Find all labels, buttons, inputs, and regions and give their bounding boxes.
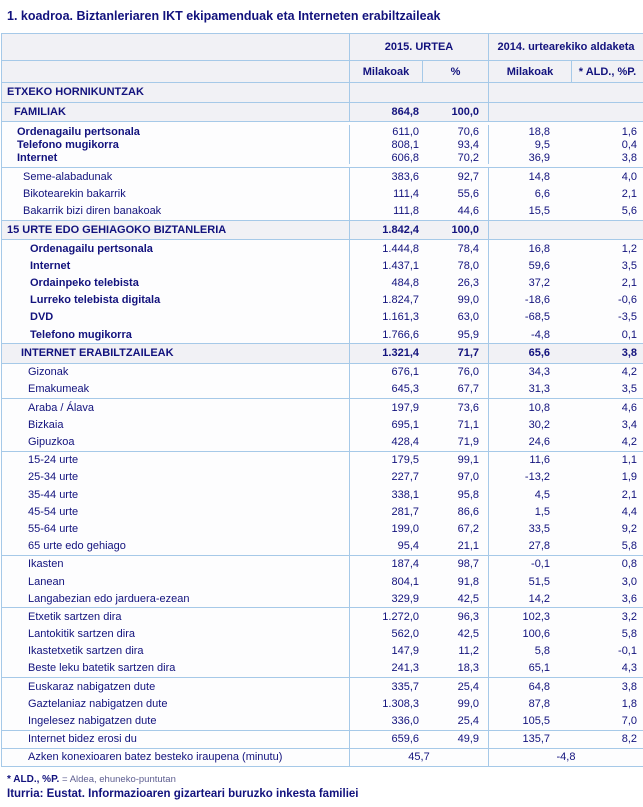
value-cell: 14,2 xyxy=(528,592,550,605)
table-row xyxy=(2,538,643,555)
value-cell: 3,5 xyxy=(621,259,637,272)
value-cell: 105,5 xyxy=(522,715,550,728)
header-2014-aldaketa: 2014. urtearekiko aldaketa xyxy=(497,41,635,53)
value-cell: 8,2 xyxy=(621,733,637,746)
table-row xyxy=(2,469,643,486)
table-row xyxy=(2,678,643,695)
value-cell: 73,6 xyxy=(423,399,489,416)
value-cell: 25,4 xyxy=(423,678,489,695)
value-cell: 99,1 xyxy=(423,452,489,469)
table-row xyxy=(2,399,643,416)
row-label: 55-64 urte xyxy=(2,520,350,537)
value-cell: 1,5 xyxy=(534,505,550,518)
table-row xyxy=(2,626,643,643)
value-cell xyxy=(572,83,643,102)
row-label: Beste leku batetik sartzen dira xyxy=(2,660,350,677)
value-cell: 18,3 xyxy=(423,660,489,677)
value-cell: 65,6 xyxy=(528,347,550,360)
value-cell: 5,6 xyxy=(621,204,637,217)
value-cell: 111,4 xyxy=(393,187,419,200)
row-label: Azken konexioaren batez besteko iraupena (minutu) xyxy=(2,749,350,766)
row-label: Internet xyxy=(2,257,350,274)
table-row xyxy=(2,364,643,381)
row-label: Gipuzkoa xyxy=(2,433,350,450)
value-cell: 11,2 xyxy=(423,643,489,660)
table-row xyxy=(2,83,643,102)
row-label: DVD xyxy=(2,309,350,326)
row-label: Gizonak xyxy=(2,364,350,381)
value-cell: 21,1 xyxy=(423,538,489,555)
footnote xyxy=(7,774,643,785)
value-cell: 78,4 xyxy=(423,240,489,257)
value-cell: 804,1 xyxy=(391,575,419,588)
row-label: Ikastetxetik sartzen dira xyxy=(2,643,350,660)
value-cell: 100,0 xyxy=(423,221,489,240)
table-row xyxy=(2,556,643,573)
row-group xyxy=(2,677,643,730)
value-cell: 2,1 xyxy=(621,187,637,200)
page xyxy=(0,9,643,800)
table-row xyxy=(2,452,643,469)
value-cell: 51,5 xyxy=(528,575,550,588)
table-row xyxy=(2,125,643,138)
row-group xyxy=(2,363,643,398)
value-cell: 428,4 xyxy=(391,436,419,449)
value-cell: 4,6 xyxy=(621,401,637,414)
table-row xyxy=(2,416,643,433)
table-row xyxy=(2,168,643,185)
value-cell: 36,9 xyxy=(528,151,550,164)
value-cell: 99,0 xyxy=(423,695,489,712)
value-cell: 33,5 xyxy=(528,522,550,535)
value-cell: 1.766,6 xyxy=(382,328,419,341)
value-cell: 1.161,3 xyxy=(382,311,419,324)
value-cell: 63,0 xyxy=(423,309,489,326)
value-cell: 329,9 xyxy=(391,592,419,605)
value-cell: 1,2 xyxy=(621,242,637,255)
table-row xyxy=(2,590,643,607)
value-cell: 0,4 xyxy=(621,138,637,151)
row-group xyxy=(2,607,643,677)
ikt-table xyxy=(1,33,643,767)
row-label: Internet bidez erosi du xyxy=(2,731,350,748)
value-cell: 100,0 xyxy=(423,103,489,122)
row-group xyxy=(2,343,643,363)
value-cell: -0,1 xyxy=(618,645,637,658)
value-cell: 864,8 xyxy=(391,105,419,118)
table-row xyxy=(2,695,643,712)
header-2015-urtea: 2015. URTEA xyxy=(350,34,489,60)
value-cell: 5,8 xyxy=(534,645,550,658)
value-cell: 16,8 xyxy=(528,242,550,255)
value-cell: 383,6 xyxy=(391,170,419,183)
value-cell: 99,0 xyxy=(423,292,489,309)
value-cell: 44,6 xyxy=(423,202,489,219)
value-cell: 484,8 xyxy=(391,277,419,290)
value-cell: 336,0 xyxy=(391,715,419,728)
row-group xyxy=(2,239,643,343)
table-header xyxy=(2,34,643,83)
value-cell: 100,6 xyxy=(522,628,550,641)
value-cell: 1,8 xyxy=(621,697,637,710)
row-label: Araba / Álava xyxy=(2,399,350,416)
table-row xyxy=(2,503,643,520)
value-cell: 0,8 xyxy=(621,558,637,571)
row-label: 65 urte edo gehiago xyxy=(2,538,350,555)
value-cell: 2,1 xyxy=(621,277,637,290)
row-group xyxy=(2,220,643,240)
value-cell: 3,8 xyxy=(621,680,637,693)
value-cell: 3,6 xyxy=(621,592,637,605)
value-cell xyxy=(350,83,423,102)
row-label: ETXEKO HORNIKUNTZAK xyxy=(2,83,350,102)
value-cell: 4,2 xyxy=(621,436,637,449)
row-group xyxy=(2,451,643,555)
value-cell: 611,0 xyxy=(392,125,419,138)
row-label: 15-24 urte xyxy=(2,452,350,469)
row-label: Ordainpeko telebista xyxy=(2,274,350,291)
col-header-percent-2015: % xyxy=(423,61,489,82)
value-cell: 92,7 xyxy=(423,168,489,185)
value-cell: 1,1 xyxy=(621,454,637,467)
value-cell: 87,8 xyxy=(528,697,550,710)
value-cell: 1,9 xyxy=(621,471,637,484)
value-cell: 111,8 xyxy=(393,204,419,217)
value-cell: 4,0 xyxy=(621,170,637,183)
value-cell: 3,4 xyxy=(621,418,637,431)
value-cell: 78,0 xyxy=(423,257,489,274)
value-cell: -13,2 xyxy=(524,471,550,484)
row-label: 45-54 urte xyxy=(2,503,350,520)
value-cell: 65,1 xyxy=(528,662,550,675)
header-group-row xyxy=(2,34,643,60)
table-row xyxy=(2,257,643,274)
value-cell: 25,4 xyxy=(423,712,489,729)
value-cell: 95,4 xyxy=(397,540,419,553)
value-cell: 1.272,0 xyxy=(382,610,419,623)
value-cell: -4,8 xyxy=(531,328,550,341)
row-label: FAMILIAK xyxy=(2,103,350,122)
value-cell: 31,3 xyxy=(528,383,550,396)
value-cell xyxy=(489,83,572,102)
value-cell: 7,0 xyxy=(621,715,637,728)
value-cell: 2,1 xyxy=(621,488,637,501)
value-cell: 24,6 xyxy=(528,436,550,449)
value-cell: 96,3 xyxy=(423,608,489,625)
value-cell: 1.444,8 xyxy=(382,242,419,255)
value-cell: 5,8 xyxy=(621,540,637,553)
row-label: Ordenagailu pertsonala xyxy=(2,240,350,257)
row-label: Ikasten xyxy=(2,556,350,573)
col-header-milakoak-2014: Milakoak xyxy=(489,61,572,82)
value-cell: 27,8 xyxy=(528,540,550,553)
value-cell: 3,5 xyxy=(621,383,637,396)
table-row xyxy=(2,309,643,326)
table-row xyxy=(2,749,643,766)
row-label: Internet xyxy=(2,151,350,164)
row-label: Ordenagailu pertsonala xyxy=(2,125,350,138)
value-cell: 30,2 xyxy=(528,418,550,431)
value-cell: 59,6 xyxy=(528,259,550,272)
value-cell: 95,8 xyxy=(423,486,489,503)
value-cell: 187,4 xyxy=(391,558,419,571)
value-cell: -68,5 xyxy=(524,311,550,324)
value-cell: 1.308,3 xyxy=(382,697,419,710)
value-cell: 71,9 xyxy=(423,433,489,450)
row-label: Langabezian edo jarduera-ezean xyxy=(2,590,350,607)
value-cell: 1.824,7 xyxy=(382,294,419,307)
value-cell: -3,5 xyxy=(618,311,637,324)
value-cell: 3,2 xyxy=(621,610,637,623)
value-cell: 34,3 xyxy=(528,366,550,379)
value-cell: -0,1 xyxy=(531,558,550,571)
col-header-ald-percent-points: * ALD., %P. xyxy=(578,65,637,78)
value-cell xyxy=(572,103,643,122)
value-cell: 6,6 xyxy=(534,187,550,200)
row-label: Telefono mugikorra xyxy=(2,138,350,151)
value-cell: 71,1 xyxy=(423,416,489,433)
value-cell: 0,1 xyxy=(621,328,637,341)
row-group xyxy=(2,167,643,220)
value-cell xyxy=(489,103,572,122)
table-row xyxy=(2,344,643,363)
table-row xyxy=(2,381,643,398)
value-cell: 197,9 xyxy=(391,401,419,414)
value-cell xyxy=(489,221,572,240)
value-cell: 86,6 xyxy=(423,503,489,520)
value-cell: 9,5 xyxy=(534,138,550,151)
table-row xyxy=(2,712,643,729)
table-row xyxy=(2,151,643,164)
footnote-explanation: = Aldea, ehuneko-puntutan xyxy=(62,774,176,785)
value-cell: 1,6 xyxy=(621,125,637,138)
value-cell: 71,7 xyxy=(423,344,489,363)
footnote-abbreviation: * ALD., %P. xyxy=(7,774,60,785)
row-label: Gaztelaniaz nabigatzen dute xyxy=(2,695,350,712)
value-cell: 42,5 xyxy=(423,590,489,607)
table-row xyxy=(2,103,643,122)
table-row xyxy=(2,433,643,450)
value-cell: 93,4 xyxy=(423,138,489,151)
value-cell: 98,7 xyxy=(423,556,489,573)
value-cell: 70,2 xyxy=(423,151,489,164)
table-row xyxy=(2,138,643,151)
value-cell: 3,8 xyxy=(621,151,637,164)
row-group xyxy=(2,102,643,122)
value-cell: 1.842,4 xyxy=(382,223,419,236)
value-cell: 676,1 xyxy=(391,366,419,379)
table-body xyxy=(2,83,643,766)
value-cell: 562,0 xyxy=(391,628,419,641)
value-cell: 26,3 xyxy=(423,274,489,291)
value-cell: 135,7 xyxy=(522,733,550,746)
row-label: Bakarrik bizi diren banakoak xyxy=(2,202,350,219)
value-cell: 70,6 xyxy=(423,125,489,138)
value-cell: 91,8 xyxy=(423,573,489,590)
value-cell: -18,6 xyxy=(524,294,550,307)
value-cell: 4,2 xyxy=(621,366,637,379)
row-group xyxy=(2,555,643,608)
value-cell: 3,0 xyxy=(621,575,637,588)
row-label: Lantokitik sartzen dira xyxy=(2,626,350,643)
value-cell: 76,0 xyxy=(423,364,489,381)
table-row xyxy=(2,660,643,677)
row-label: Ingelesez nabigatzen dute xyxy=(2,712,350,729)
row-label: Bikotearekin bakarrik xyxy=(2,185,350,202)
header-corner-cell-2 xyxy=(2,61,350,82)
value-cell: 49,9 xyxy=(423,731,489,748)
value-cell: 281,7 xyxy=(391,505,419,518)
table-row xyxy=(2,731,643,748)
header-corner-cell xyxy=(2,34,350,60)
row-label: Bizkaia xyxy=(2,416,350,433)
value-cell: 42,5 xyxy=(423,626,489,643)
row-label: 15 URTE EDO GEHIAGOKO BIZTANLERIA xyxy=(2,221,350,240)
table-row xyxy=(2,520,643,537)
value-cell: 14,8 xyxy=(528,170,550,183)
value-cell: 37,2 xyxy=(528,277,550,290)
table-row xyxy=(2,240,643,257)
value-cell: 147,9 xyxy=(391,645,419,658)
header-columns-row xyxy=(2,60,643,82)
table-row xyxy=(2,221,643,240)
value-cell: 55,6 xyxy=(423,185,489,202)
value-cell: 95,9 xyxy=(423,326,489,343)
value-cell: 335,7 xyxy=(391,680,419,693)
row-label: 25-34 urte xyxy=(2,469,350,486)
row-label: Telefono mugikorra xyxy=(2,326,350,343)
value-cell: 3,8 xyxy=(621,347,637,360)
row-group xyxy=(2,398,643,451)
table-row xyxy=(2,608,643,625)
value-cell xyxy=(572,221,643,240)
table-row xyxy=(2,573,643,590)
row-label: 35-44 urte xyxy=(2,486,350,503)
row-group xyxy=(2,730,643,748)
value-cell: 338,1 xyxy=(391,488,419,501)
row-label: Euskaraz nabigatzen dute xyxy=(2,678,350,695)
value-cell xyxy=(423,83,489,102)
value-cell: 10,8 xyxy=(528,401,550,414)
value-cell: 645,3 xyxy=(391,383,419,396)
value-cell: 97,0 xyxy=(423,469,489,486)
value-cell: 606,8 xyxy=(391,151,419,164)
value-cell: 64,8 xyxy=(528,680,550,693)
value-cell: 199,0 xyxy=(391,522,419,535)
table-row xyxy=(2,292,643,309)
row-label: Emakumeak xyxy=(2,381,350,398)
row-label: Lurreko telebista digitala xyxy=(2,292,350,309)
source-line: Iturria: Eustat. Informazioaren gizarteari buruzko inkesta familiei xyxy=(7,788,359,800)
table-row xyxy=(2,643,643,660)
value-cell: 18,8 xyxy=(528,125,550,138)
row-group xyxy=(2,83,643,102)
value-cell: 11,6 xyxy=(529,454,550,467)
value-cell: 1.437,1 xyxy=(382,259,419,272)
value-cell: 9,2 xyxy=(621,522,637,535)
row-label: INTERNET ERABILTZAILEAK xyxy=(2,344,350,363)
value-cell: 67,7 xyxy=(423,381,489,398)
value-cell: 1.321,4 xyxy=(382,347,419,360)
value-cell: 4,5 xyxy=(534,488,550,501)
col-header-milakoak-2015: Milakoak xyxy=(350,61,423,82)
table-row xyxy=(2,274,643,291)
table-row xyxy=(2,202,643,219)
value-cell: 4,3 xyxy=(621,662,637,675)
table-row xyxy=(2,326,643,343)
row-label: Lanean xyxy=(2,573,350,590)
row-group xyxy=(2,748,643,766)
value-cell: 241,3 xyxy=(391,662,419,675)
value-cell: 67,2 xyxy=(423,520,489,537)
row-label: Seme-alabadunak xyxy=(2,168,350,185)
value-cell: 227,7 xyxy=(391,471,419,484)
table-row xyxy=(2,185,643,202)
value-cell: -0,6 xyxy=(618,294,637,307)
page-title: 1. koadroa. Biztanleriaren IKT ekipamenduak eta Interneten erabiltzaileak xyxy=(7,9,441,23)
value-cell: 179,5 xyxy=(391,454,419,467)
value-cell: 15,5 xyxy=(528,204,550,217)
value-cell: 5,8 xyxy=(621,628,637,641)
value-2015-merged: 45,7 xyxy=(350,749,489,766)
value-cell: 659,6 xyxy=(391,733,419,746)
value-cell: 695,1 xyxy=(391,418,419,431)
value-cell: 102,3 xyxy=(522,610,550,623)
table-row xyxy=(2,486,643,503)
row-group xyxy=(2,121,643,167)
value-cell: 4,4 xyxy=(621,505,637,518)
value-cell: 808,1 xyxy=(391,138,419,151)
row-label: Etxetik sartzen dira xyxy=(2,608,350,625)
value-2014-merged: -4,8 xyxy=(556,751,576,764)
